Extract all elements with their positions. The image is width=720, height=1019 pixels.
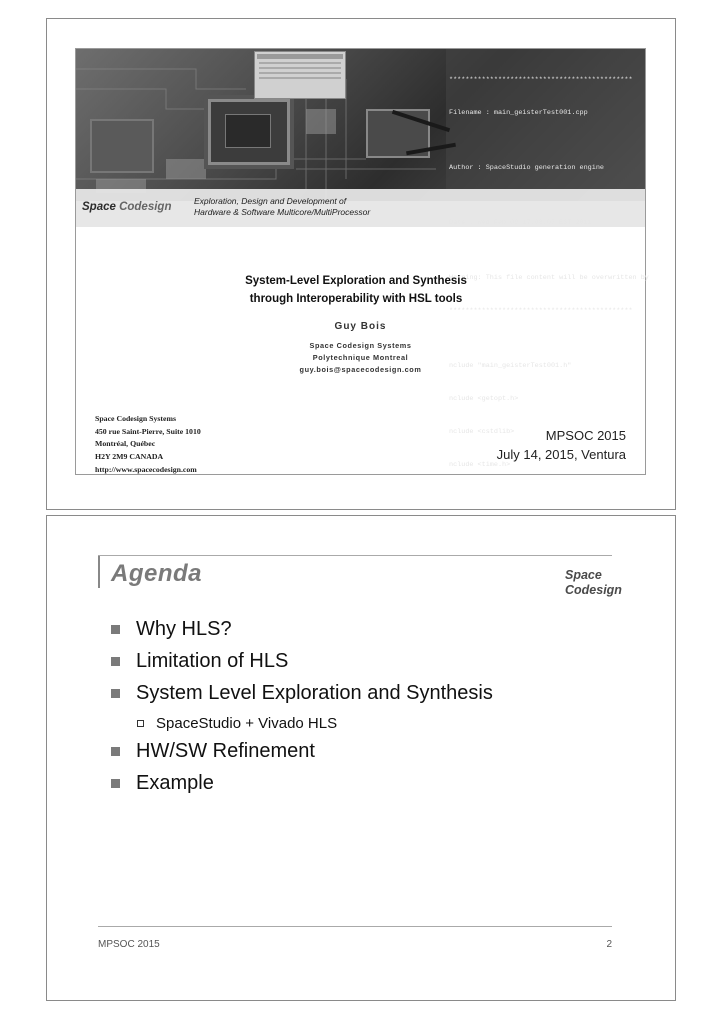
agenda-item-label: Limitation of HLS	[136, 650, 289, 672]
logo-line: Codesign	[565, 583, 622, 597]
hollow-square-bullet-icon	[137, 720, 144, 727]
square-bullet-icon	[111, 779, 120, 788]
address-line: 450 rue Saint-Pierre, Suite 1010	[95, 426, 201, 436]
title-line: through Interoperability with HSL tools	[249, 293, 463, 305]
agenda-sub-item-label: SpaceStudio + Vivado HLS	[156, 715, 338, 732]
tagline-line: Hardware & Software Multicore/MultiProcessor	[194, 207, 371, 217]
agenda-sub-item	[137, 715, 337, 732]
affiliation-school: Polytechnique Montreal	[312, 353, 409, 362]
address-line: H2Y 2M9 CANADA	[95, 452, 164, 462]
agenda-item-label: Example	[136, 772, 214, 794]
agenda-item	[111, 618, 232, 641]
conference-info	[497, 426, 626, 464]
agenda-item	[111, 650, 288, 673]
author-name: Guy Bois	[334, 321, 387, 332]
agenda-item-label: System Level Exploration and Synthesis	[136, 682, 493, 704]
code-line: *********************************************	[449, 307, 633, 315]
logo-part: Codesign	[119, 201, 172, 213]
screenshot-graphic	[254, 51, 346, 99]
conference-name: MPSOC 2015	[545, 428, 626, 443]
code-line: nclude <cstdlib>	[449, 428, 515, 436]
address-line: http://www.spacecodesign.com	[95, 464, 197, 474]
divider	[98, 926, 612, 927]
code-line: *********************************************	[449, 76, 633, 84]
code-line: nclude <time.h>	[449, 461, 511, 469]
title-slide	[75, 48, 649, 475]
conference-date: July 14, 2015, Ventura	[496, 447, 626, 462]
code-line: nclude "main_geisterTest001.h"	[449, 362, 572, 370]
address-line: Space Codesign Systems	[95, 414, 177, 423]
footer-conference: MPSOC 2015	[98, 939, 160, 950]
processor-graphic	[208, 99, 290, 165]
address-line: Montréal, Québec	[95, 439, 156, 449]
agenda-slide	[47, 516, 675, 1000]
title-line: System-Level Exploration and Synthesis	[245, 275, 467, 287]
company-tagline	[194, 196, 370, 218]
affiliation-org: Space Codesign Systems	[309, 341, 412, 350]
agenda-item	[111, 682, 493, 705]
square-bullet-icon	[111, 625, 120, 634]
code-line: nclude <getopt.h>	[449, 395, 519, 403]
logo-line: Space	[565, 568, 602, 582]
slide-frame-1	[46, 18, 676, 510]
author-affiliation	[76, 340, 645, 376]
logo-part: Space	[82, 201, 120, 213]
agenda-item	[111, 772, 214, 795]
company-address	[95, 413, 201, 477]
code-line: Author : SpaceStudio generation engine	[449, 164, 604, 172]
square-bullet-icon	[111, 689, 120, 698]
page-number: 2	[606, 939, 612, 950]
code-line: Filename : main_geisterTest001.cpp	[449, 109, 588, 117]
code-line: Warning: This file content will be overwritten by	[449, 274, 649, 282]
divider	[98, 555, 612, 556]
square-bullet-icon	[111, 747, 120, 756]
agenda-item	[111, 740, 315, 763]
agenda-item-label: Why HLS?	[136, 618, 232, 640]
square-bullet-icon	[111, 657, 120, 666]
agenda-item-label: HW/SW Refinement	[136, 740, 315, 762]
author-email: guy.bois@spacecodesign.com	[299, 365, 422, 374]
company-logo	[82, 201, 171, 213]
chip-graphic	[90, 119, 154, 173]
slide-frame-2	[46, 515, 676, 1001]
title-accent	[98, 556, 100, 588]
tagline-line: Exploration, Design and Development of	[194, 196, 347, 206]
presentation-title	[76, 272, 636, 308]
slide-title: Agenda	[111, 560, 203, 587]
company-logo	[565, 568, 622, 598]
